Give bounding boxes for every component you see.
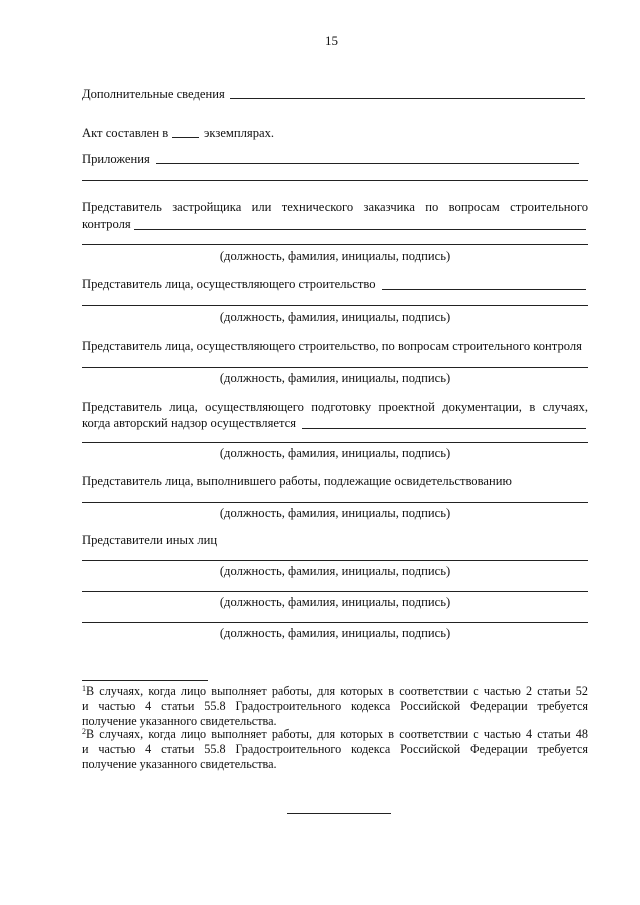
rep-developer-field-line2[interactable]: [82, 244, 588, 245]
rep-performer-field[interactable]: [82, 502, 588, 503]
rep-builder-label: Представитель лица, осуществляющего строительство: [82, 277, 376, 291]
rep-performer-label: Представитель лица, выполнившего работы, подлежащие освидетельствованию: [82, 474, 512, 488]
signature-caption: (должность, фамилия, инициалы, подпись): [219, 626, 451, 640]
signature-caption: (должность, фамилия, инициалы, подпись): [219, 249, 451, 263]
footnote-1-line3: получение указанного свидетельства.: [82, 714, 277, 728]
footnote-2-mark: 2: [82, 727, 86, 736]
signature-caption: (должность, фамилия, инициалы, подпись): [219, 564, 451, 578]
signature-caption: (должность, фамилия, инициалы, подпись): [219, 310, 451, 324]
rep-designer-field-line2[interactable]: [82, 442, 588, 443]
rep-designer-label-line1: Представитель лица, осуществляющего подготовку проектной документации, в случаях,: [82, 400, 588, 414]
rep-builder-field-line2[interactable]: [82, 305, 588, 306]
rep-others-field-3[interactable]: [82, 622, 588, 623]
footnote-2-line1: [82, 727, 588, 742]
rep-designer-label-line2: когда авторский надзор осуществляется: [82, 416, 296, 430]
footnote-1-line2: и частью 4 статьи 55.8 Градостроительного кодекса Российской Федерации требуется: [82, 699, 588, 713]
rep-developer-label-line1: Представитель застройщика или технического заказчика по вопросам строительного: [82, 200, 588, 214]
attachments-label: Приложения: [82, 152, 150, 166]
rep-others-label: Представители иных лиц: [82, 533, 218, 547]
act-copies-prefix: Акт составлен в: [82, 126, 169, 140]
rep-developer-field[interactable]: [134, 229, 586, 230]
rep-builder-field[interactable]: [382, 289, 586, 290]
rep-builder-control-field[interactable]: [82, 367, 588, 368]
footnote-2-line3: получение указанного свидетельства.: [82, 757, 277, 771]
rep-others-field-1[interactable]: [82, 560, 588, 561]
signature-caption: (должность, фамилия, инициалы, подпись): [219, 371, 451, 385]
signature-caption: (должность, фамилия, инициалы, подпись): [219, 446, 451, 460]
footnote-1-line1: [82, 684, 588, 699]
act-copies-field[interactable]: [172, 137, 199, 138]
footnote-separator: [82, 680, 208, 681]
end-separator: [287, 813, 391, 814]
rep-builder-control-label: Представитель лица, осуществляющего строительство, по вопросам строительного контроля: [82, 339, 582, 353]
footnote-2-text: В случаях, когда лицо выполняет работы, для которых в соответствии с частью 4 статьи 48: [86, 727, 588, 741]
footnote-1-text: В случаях, когда лицо выполняет работы, для которых в соответствии с частью 2 статьи 52: [86, 684, 588, 698]
page-number: 15: [325, 33, 338, 48]
additional-info-field[interactable]: [230, 98, 585, 99]
act-copies-suffix: экземплярах.: [204, 126, 275, 140]
attachments-field-line2[interactable]: [82, 180, 588, 181]
footnote-2-line2: и частью 4 статьи 55.8 Градостроительного кодекса Российской Федерации требуется: [82, 742, 588, 756]
rep-developer-label-line2: контроля: [82, 217, 131, 231]
signature-caption: (должность, фамилия, инициалы, подпись): [219, 506, 451, 520]
footnote-1-mark: 1: [82, 684, 86, 693]
rep-designer-field[interactable]: [302, 428, 586, 429]
additional-info-label: Дополнительные сведения: [82, 87, 225, 101]
rep-others-field-2[interactable]: [82, 591, 588, 592]
signature-caption: (должность, фамилия, инициалы, подпись): [219, 595, 451, 609]
attachments-field[interactable]: [156, 163, 579, 164]
